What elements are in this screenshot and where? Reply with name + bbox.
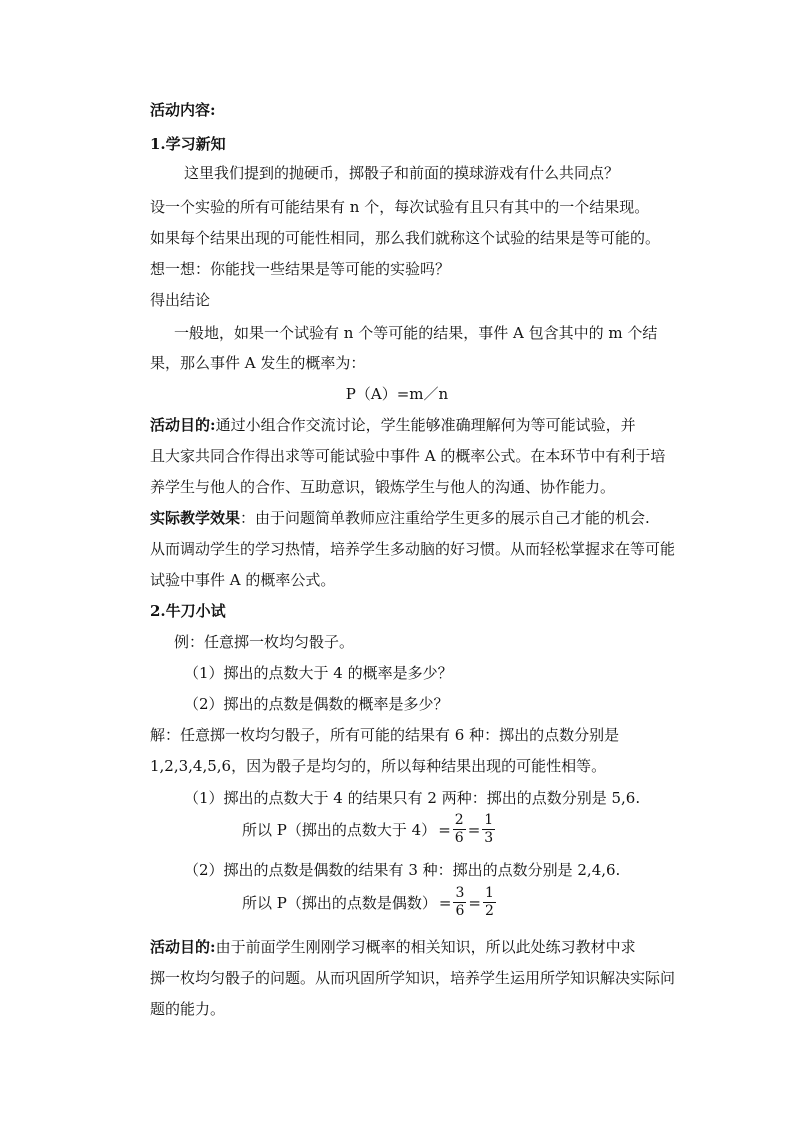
purpose-label: 活动目的 <box>150 416 211 434</box>
fraction <box>482 812 495 847</box>
paragraph: 如果每个结果出现的可能性相同，那么我们就称这个试验的结果是等可能的。 <box>150 229 661 247</box>
paragraph: 一般地，如果一个试验有 n 个等可能的结果，事件 A 包含其中的 m 个结 <box>174 324 658 342</box>
effect-text: ：由于问题简单教师应注重给学生更多的展示自己才能的机会. <box>240 509 650 527</box>
denominator: 6 <box>455 903 465 919</box>
activity-content-heading: 活动内容: <box>150 101 216 119</box>
denominator: 3 <box>484 830 494 846</box>
purpose-text: 由于前面学生刚刚学习概率的相关知识，所以此处练习教材中求 <box>215 938 636 956</box>
activity-purpose-1 <box>150 414 636 436</box>
solution-line: 1,2,3,4,5,6，因为骰子是均匀的，所以每种结果出现的可能性相等。 <box>150 757 607 775</box>
equals-sign: = <box>438 820 451 839</box>
purpose-label: 活动目的 <box>150 938 211 956</box>
solution-part-2: （2）掷出的点数是偶数的结果有 3 种：掷出的点数分别是 2,4,6. <box>184 861 621 879</box>
activity-purpose-2 <box>150 936 636 958</box>
paragraph: 题的能力。 <box>150 1000 226 1018</box>
numerator: 2 <box>454 812 464 828</box>
equals-sign: = <box>468 893 481 912</box>
purpose-colon: : <box>210 416 216 434</box>
formula-prefix: 所以 P（掷出的点数是偶数） <box>242 894 437 912</box>
paragraph: 从而调动学生的学习热情，培养学生多动脑的好习惯。从而轻松掌握求在等可能 <box>150 540 676 558</box>
paragraph: 想一想：你能找一些结果是等可能的实验吗？ <box>150 260 451 278</box>
question-1: （1）掷出的点数大于 4 的概率是多少？ <box>184 664 453 682</box>
denominator: 2 <box>484 903 494 919</box>
paragraph: 设一个实验的所有可能结果有 n 个，每次试验有且只有其中的一个结果现。 <box>150 198 650 216</box>
purpose-colon: : <box>210 938 216 956</box>
teaching-effect <box>150 507 650 529</box>
paragraph: 果，那么事件 A 发生的概率为： <box>150 354 366 372</box>
effect-label: 实际教学效果 <box>150 509 241 527</box>
formula-prefix: 所以 P（掷出的点数大于 4） <box>242 821 437 839</box>
paragraph: 养学生与他人的合作、互助意识，锻炼学生与他人的沟通、协作能力。 <box>150 478 616 496</box>
equals-sign: = <box>467 820 481 839</box>
solution-part-1: （1）掷出的点数大于 4 的结果只有 2 两种：掷出的点数分别是 5,6. <box>184 789 641 807</box>
question-2: （2）掷出的点数是偶数的概率是多少？ <box>184 695 449 713</box>
paragraph: 得出结论 <box>150 291 211 309</box>
formula-part-1 <box>241 812 496 847</box>
denominator: 6 <box>454 830 464 846</box>
formula-part-2 <box>241 885 497 920</box>
numerator: 1 <box>484 812 494 828</box>
example-statement: 例：任意掷一枚均匀骰子。 <box>174 633 355 651</box>
section1-heading: 1.学习新知 <box>150 135 226 153</box>
fraction <box>483 885 496 920</box>
paragraph: 掷一枚均匀骰子的问题。从而巩固所学知识，培养学生运用所学知识解决实际问 <box>150 969 676 987</box>
numerator: 3 <box>455 885 465 901</box>
numerator: 1 <box>484 885 494 901</box>
section2-heading: 2.牛刀小试 <box>150 602 226 620</box>
fraction <box>453 812 466 847</box>
purpose-text: 通过小组合作交流讨论，学生能够准确理解何为等可能试验，并 <box>215 416 636 434</box>
probability-formula: P（A）=m／n <box>345 385 449 403</box>
fraction <box>453 885 466 920</box>
equals-sign: = <box>438 893 452 912</box>
paragraph: 试验中事件 A 的概率公式。 <box>150 571 336 589</box>
solution-line: 解：任意掷一枚均匀骰子，所有可能的结果有 6 种：掷出的点数分别是 <box>150 726 620 744</box>
paragraph: 且大家共同合作得出求等可能试验中事件 A 的概率公式。在本环节中有利于培 <box>150 447 666 465</box>
paragraph: 这里我们提到的抛硬币，掷骰子和前面的摸球游戏有什么共同点？ <box>184 164 620 182</box>
